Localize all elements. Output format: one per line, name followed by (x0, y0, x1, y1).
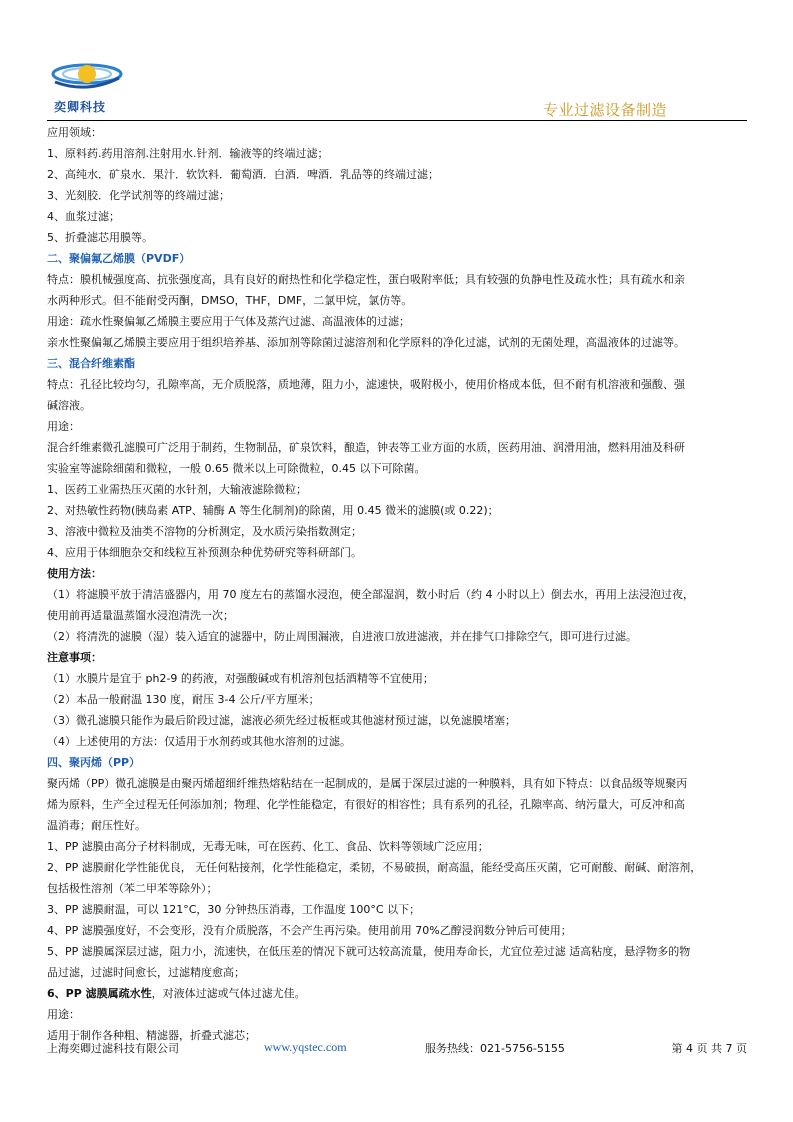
header-tagline: 专业过滤设备制造 (542, 101, 667, 119)
section-heading: 四、聚丙烯（PP） (47, 756, 141, 769)
paragraph-line: 5、PP 滤膜属深层过滤，阻力小，流速快，在低压差的情况下就可达较高流量，使用寿命长，尤宜位差过滤 适高粘度，悬浮物多的物 (47, 945, 691, 958)
paragraph-line: 1、原料药.药用溶剂.注射用水.针剂．输液等的终端过滤； (47, 147, 329, 160)
paragraph-line: （3）微孔滤膜只能作为最后阶段过滤，滤液必须先经过板框或其他滤材预过滤，以免滤膜堵塞； (47, 714, 516, 727)
paragraph-line: 4、血浆过滤； (47, 210, 120, 223)
paragraph-line: （1）将滤膜平放于清洁盛器内，用 70 度左右的蒸馏水浸泡，使全部湿润，数小时后（约 4 小时以上）倒去水，再用上法浸泡过夜， (47, 588, 694, 601)
paragraph-line: 应用领域： (47, 126, 102, 139)
paragraph-line: （2）将清洗的滤膜（湿）装入适宜的滤器中，防止周围漏液，自进液口放进滤液，并在排气口排除空气，即可进行过滤。 (47, 630, 637, 643)
footer-page-number: 第 4 页 共 7 页 (671, 1042, 747, 1055)
footer-company: 上海奕卿过滤科技有限公司 (47, 1042, 179, 1055)
paragraph-line: 品过滤，过滤时间愈长，过滤精度愈高； (47, 966, 245, 979)
paragraph-line: 2、高纯水．矿泉水．果汁．软饮料．葡萄酒．白酒．啤酒．乳品等的终端过滤； (47, 168, 439, 181)
bold-phrase: 6、PP 滤膜属疏水性 (47, 987, 152, 1000)
paragraph-line: 实验室等滤除细菌和微粒，一般 0.65 微米以上可除微粒，0.45 以下可除菌。 (47, 462, 426, 475)
footer-website-link[interactable]: www.yqstec.com (264, 1040, 347, 1054)
paragraph-line: 1、PP 滤膜由高分子材料制成，无毒无味，可在医药、化工、食品、饮料等领域广泛应用； (47, 840, 489, 853)
section-heading: 二、聚偏氟乙烯膜（PVDF） (47, 252, 191, 265)
page-header (47, 52, 747, 122)
paragraph-line: 碱溶液。 (47, 399, 91, 412)
paragraph-line: 用途： (47, 1008, 80, 1021)
paragraph-line: 3、光刻胶．化学试剂等的终端过滤； (47, 189, 230, 202)
paragraph-line: （1）水膜片是宜于 ph2-9 的药液，对强酸碱或有机溶剂包括酒精等不宜使用； (47, 672, 434, 685)
logo-swoosh-icon (47, 52, 127, 100)
paragraph-line: 5、折叠滤芯用膜等。 (47, 231, 153, 244)
paragraph-line: 用途： (47, 420, 80, 433)
line-text: ，对液体过滤或气体过滤尤佳。 (151, 987, 306, 1000)
subsection-label: 注意事项： (47, 651, 102, 664)
paragraph-line: 混合纤维素微孔滤膜可广泛用于制药，生物制品，矿泉饮料，酿造，钟表等工业方面的水质，医药用油、润滑用油，燃料用油及科研 (47, 441, 685, 454)
footer-hotline: 服务热线：021-5756-5155 (425, 1042, 565, 1055)
paragraph-line: （2）本品一般耐温 130 度，耐压 3-4 公斤/平方厘米； (47, 693, 320, 706)
company-logo (47, 52, 127, 118)
subsection-label: 使用方法： (47, 567, 102, 580)
paragraph-line: 亲水性聚偏氟乙烯膜主要应用于组织培养基、添加剂等除菌过滤溶剂和化学原料的净化过滤，试剂的无菌处理，高温液体的过滤等。 (47, 336, 685, 349)
paragraph-line: 聚丙烯（PP）微孔滤膜是由聚丙烯超细纤维热熔粘结在一起制成的，是属于深层过滤的一种膜料，具有如下特点：以食品级等规聚丙 (47, 777, 688, 790)
paragraph-line: 温消毒；耐压性好。 (47, 819, 146, 832)
paragraph-line: 4、应用于体细胞杂交和线粒互补预测杂种优势研究等科研部门。 (47, 546, 362, 559)
paragraph-line: 使用前再适量温蒸馏水浸泡清洗一次； (47, 609, 234, 622)
paragraph-line: 水两种形式。但不能耐受丙酮，DMSO，THF，DMF，二氯甲烷，氯仿等。 (47, 294, 413, 307)
paragraph-line: 包括极性溶剂（苯二甲苯等除外）； (47, 882, 218, 895)
paragraph-line: 3、PP 滤膜耐温，可以 121°C，30 分钟热压消毒，工作温度 100°C 以下； (47, 903, 421, 916)
paragraph-line: 3、溶液中微粒及油类不溶物的分析测定，及水质污染指数测定； (47, 525, 362, 538)
paragraph-line: 用途：疏水性聚偏氟乙烯膜主要应用于气体及蒸汽过滤、高温液体的过滤； (47, 315, 410, 328)
paragraph-line: 烯为原料，生产全过程无任何添加剂；物理、化学性能稳定，有很好的相容性；具有系列的孔径，孔隙率高、纳污量大，可反冲和高 (47, 798, 685, 811)
paragraph-line: （4）上述使用的方法：仅适用于水剂药或其他水溶剂的过滤。 (47, 735, 351, 748)
paragraph-line: 4、PP 滤膜强度好，不会变形，没有介质脱落，不会产生再污染。使用前用 70%乙醇浸润数分钟后可使用； (47, 924, 572, 937)
paragraph-line: 1、医药工业需热压灭菌的水针剂，大输液滤除微粒； (47, 483, 307, 496)
paragraph-line: 特点：膜机械强度高、抗张强度高，具有良好的耐热性和化学稳定性，蛋白吸附率低；具有较强的负静电性及疏水性；具有疏水和亲 (47, 273, 685, 286)
paragraph-line (47, 983, 747, 1004)
logo-text: 奕卿科技 (54, 100, 107, 114)
header-divider (47, 120, 747, 121)
paragraph-line: 2、对热敏性药物(胰岛素 ATP、辅酶 A 等生化制剂)的除菌，用 0.45 微米的滤膜(或 0.22)； (47, 504, 499, 517)
page-footer (47, 1040, 747, 1060)
paragraph-line: 特点：孔径比较均匀，孔隙率高，无介质脱落，质地薄，阻力小，滤速快，吸附极小，使用价格成本低，但不耐有机溶液和强酸、强 (47, 378, 685, 391)
paragraph-line: 2、PP 滤膜耐化学性能优良， 无任何粘接剂，化学性能稳定，柔韧，不易破损，耐高温，能经受高压灭菌，它可耐酸、耐碱、耐溶剂， (47, 861, 702, 874)
paragraph-line: 适用于制作各种粗、精滤器，折叠式滤芯； (47, 1029, 256, 1042)
section-heading: 三、混合纤维素酯 (47, 357, 135, 370)
document-body (47, 122, 747, 1046)
